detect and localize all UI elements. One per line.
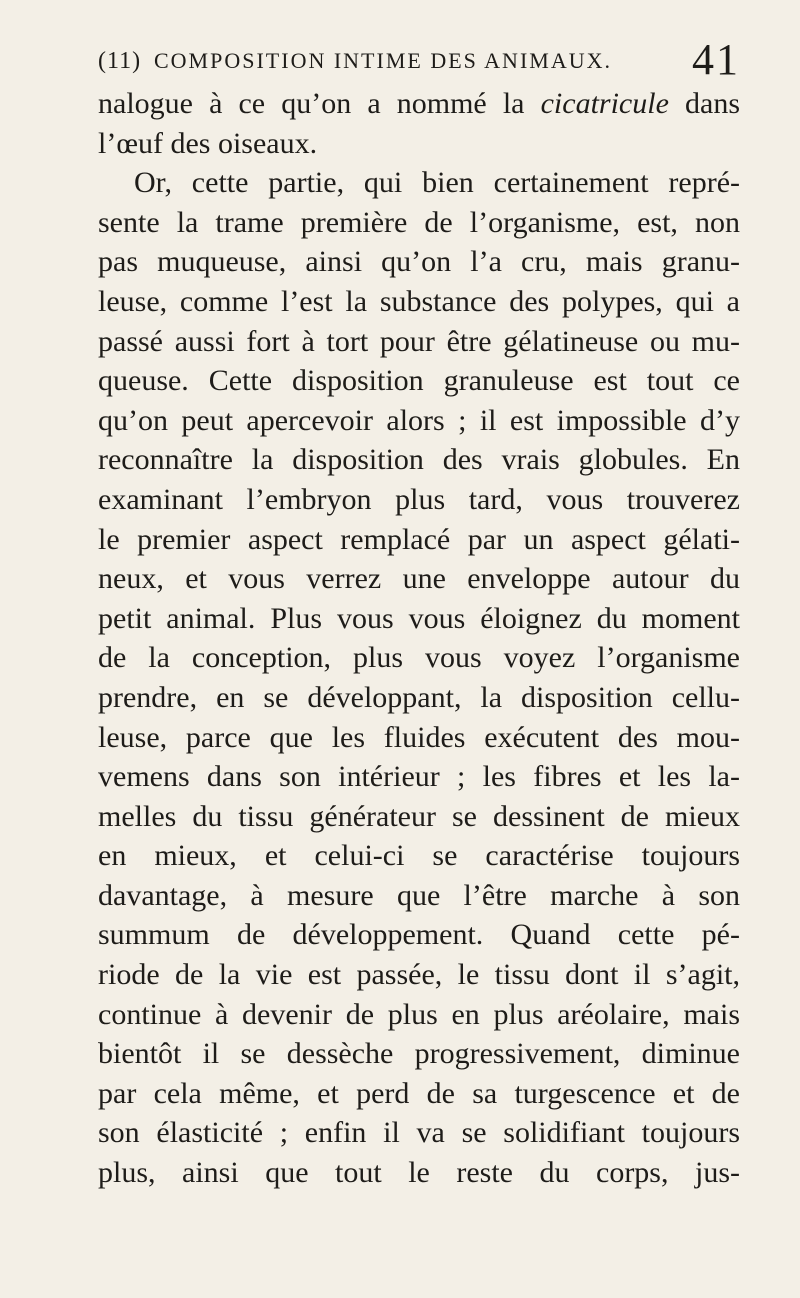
text-line: continue à devenir de plus en plus aréolaire, mais [98, 997, 740, 1031]
text-line: vemens dans son intérieur ; les fibres et les la- [98, 760, 740, 794]
text-line: nalogue à ce qu’on a nommé la cicatricule dans [98, 87, 740, 120]
text-line: plus, ainsi que tout le reste du corps, jus- [98, 1156, 740, 1190]
running-title: COMPOSITION INTIME DES ANIMAUX. [154, 48, 612, 73]
text-line: riode de la vie est passée, le tissu dont il s’agit, [98, 958, 740, 992]
text-line: de la conception, plus vous voyez l’organisme [98, 641, 740, 675]
text-line: petit animal. Plus vous vous éloignez du moment [98, 601, 740, 635]
text-line: neux, et vous verrez une enveloppe autour du [98, 562, 740, 596]
text-line: prendre, en se développant, la disposition cellu- [98, 680, 740, 714]
text-line: son élasticité ; enfin il va se solidifiant toujours [98, 1116, 740, 1150]
text-line: le premier aspect remplacé par un aspect gélati- [98, 522, 740, 556]
text-line: l’œuf des oiseaux. [98, 126, 318, 160]
text-line: en mieux, et celui-ci se caractérise toujours [98, 839, 740, 873]
text-line: queuse. Cette disposition granuleuse est tout ce [98, 364, 740, 398]
text-line: sente la trame première de l’organisme, est, non [98, 205, 740, 239]
text-line: qu’on peut apercevoir alors ; il est impossible d’y [98, 403, 740, 437]
emphasized-term: cicatricule [540, 87, 669, 120]
page-header [98, 34, 740, 84]
text-line: davantage, à mesure que l’être marche à son [98, 878, 740, 912]
text-line: summum de développement. Quand cette pé- [98, 918, 740, 952]
text-line: passé aussi fort à tort pour être gélatineuse ou mu- [98, 324, 740, 358]
paragraph-start-line: Or, cette partie, qui bien certainement repré- [134, 166, 740, 200]
text-line: bientôt il se dessèche progressivement, diminue [98, 1037, 740, 1071]
text-line: reconnaître la disposition des vrais globules. En [98, 443, 740, 477]
body-text [98, 84, 740, 1193]
text-line: melles du tissu générateur se dessinent de mieux [98, 799, 740, 833]
text-line: par cela même, et perd de sa turgescence et de [98, 1076, 740, 1110]
text-line: leuse, comme l’est la substance des polypes, qui a [98, 284, 740, 318]
section-number: (11) [98, 48, 142, 74]
page-number: 41 [692, 35, 740, 84]
text-line: examinant l’embryon plus tard, vous trouverez [98, 482, 740, 516]
text-line: leuse, parce que les fluides exécutent des mou- [98, 720, 740, 754]
text-line: pas muqueuse, ainsi qu’on l’a cru, mais granu- [98, 245, 740, 279]
